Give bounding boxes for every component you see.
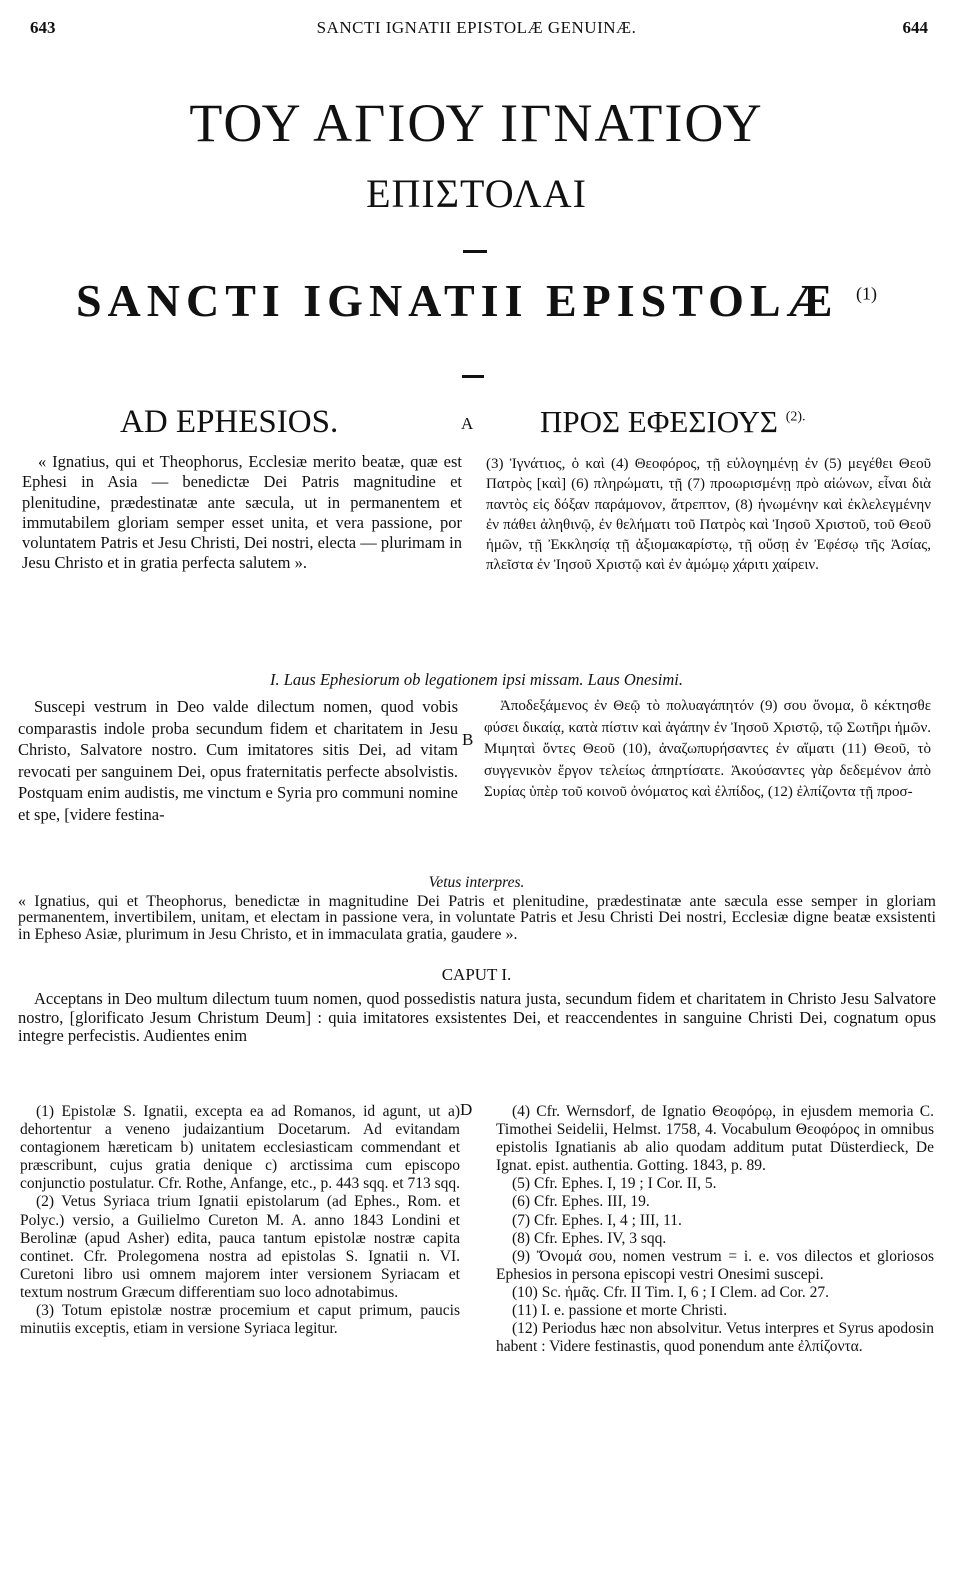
- footnote: (2) Vetus Syriaca trium Ignatii epistolarum (ad Ephes., Rom. et Polyc.) versio, a Guilielmo Cureton M. A. anno 1843 Londini et Berolinæ (apud Asher) edita, pauca tantum epistolæ nostræ capita continet. Cfr. Prolegomena nostra ad epistolas S. Ignatii n. VI. Curetoni libro usi omnem majorem inter versionem Syriacam et textum nostrum Græcum differentiam suo loco adnotabimus.: [20, 1193, 460, 1301]
- subtitle-greek: ΕΠΙΣΤΟΛΑΙ: [366, 171, 587, 216]
- footnote: (1) Epistolæ S. Ignatii, excepta ea ad Romanos, id agunt, ut a) dehortentur a veneno judaizantium Docetarum. Ad evitandam contagionem hæreticam b) unitatem ecclesiasticam commendant et præscribunt, cujus gratia denique c) arctissima cum episcopo conjunctio postulatur. Cfr. Rothe, Anfange, etc., p. 443 sqq. et 713 sqq.: [20, 1103, 460, 1193]
- footnote: (12) Periodus hæc non absolvitur. Vetus interpres et Syrus apodosin habent : Videre festinastis, quod ponendum ante ἐλπίζοντα.: [496, 1320, 934, 1356]
- margin-letter-b: B: [462, 730, 474, 749]
- divider-rule-2: [462, 375, 484, 378]
- running-head: [0, 18, 953, 42]
- greek-intro: [486, 454, 931, 576]
- heading-latin: AD EPHESIOS.: [120, 404, 339, 440]
- caput-text-body: Acceptans in Deo multum dilectum tuum nomen, quod possedistis natura justa, secundum fidem et charitatem in Christo Jesu Salvatore nostro, [glorificato Jesum Christum Deum] : quia imitatores exsistentes Dei, et reaccendentes in sanguine Christi Dei, cognatum opus integre perfecistis. Audientes enim: [18, 989, 936, 1045]
- title-greek: ΤΟΥ ΑΓΙΟΥ ΙΓΝΑΤΙΟΥ: [189, 93, 764, 153]
- page-number-left: 643: [30, 18, 56, 37]
- greek-chapter-1: [484, 696, 931, 804]
- footnote: (5) Cfr. Ephes. I, 19 ; I Cor. II, 5.: [512, 1175, 717, 1193]
- caput-heading: CAPUT I.: [441, 965, 512, 984]
- running-title: SANCTI IGNATII EPISTOLÆ GENUINÆ.: [316, 18, 637, 37]
- heading-greek-note: (2).: [785, 409, 806, 425]
- footnote: (7) Cfr. Ephes. I, 4 ; III, 11.: [512, 1211, 682, 1229]
- footnote: (4) Cfr. Wernsdorf, de Ignatio Θεοφόρῳ, in ejusdem memoria C. Timothei Seidelii, Helmst. 1758, 4. Vocabulum Θεοφόρος in omnibus epistolis Ignatianis ab alio quodam additum putat Düsterdieck, De Ignat. epist. authentia. Gotting. 1843, p. 89.: [496, 1103, 934, 1175]
- title-latin-note: (1): [856, 283, 878, 304]
- footnotes-right: [496, 1103, 934, 1356]
- vetus-heading: Vetus interpres.: [428, 874, 525, 891]
- divider-rule: [463, 250, 487, 253]
- title-latin: [0, 274, 953, 327]
- footnote: (3) Totum epistolæ nostræ procemium et caput primum, paucis minutiis exceptis, etiam in versione Syriaca legitur.: [20, 1302, 460, 1338]
- greek-chapter-1-text: Ἀποδεξάμενος ἐν Θεῷ τὸ πολυαγάπητόν (9) σου ὄνομα, ὃ κέκτησθε φύσει δικαίᾳ, κατὰ πίστιν καὶ ἀγάπην ἐν Ἰησοῦ Χριστῷ, τῷ Σωτῆρι ἡμῶν. Μιμηταὶ ὄντες Θεοῦ (10), ἀναζωπυρήσαντες ἐν αἵματι (11) Θεοῦ, τὸ συγγενικὸν ἔργον τελείως ἀπηρτίσατε. Ἀκούσαντες γὰρ δεδεμένον ἀπὸ Συρίας ὑπὲρ τοῦ κοινοῦ ὀνόματος καὶ ἐλπίδος, (12) ἐλπίζοντα τῇ προσ-: [484, 698, 931, 801]
- footnote: (9) Ὄνομά σου, nomen vestrum = i. e. vos dilectos et gloriosos Ephesios in persona episcopi vestri Onesimi suscepi.: [496, 1247, 934, 1283]
- greek-intro-text: (3) Ἰγνάτιος, ὁ καὶ (4) Θεοφόρος, τῇ εὐλογημένῃ ἐν (5) μεγέθει Θεοῦ Πατρὸς [καὶ] (6) πληρώματι, τῇ (7) προωρισμένῃ πρὸ αἰώνων, εἶναι διὰ παντὸς εἰς δόξαν παράμονον, ἄτρεπτον, (8) ἡνωμένην καὶ ἐκλελεγμένην ἐν πάθει ἀληθινῷ, ἐν θελήματι τοῦ Πατρὸς καὶ Ἰησοῦ Χριστοῦ, τοῦ Θεοῦ ἡμῶν, τῇ Ἐκκλησίᾳ τῇ ἀξιομακαρίστῳ, τῇ οὔσῃ ἐν Ἐφέσῳ τῆς Ἀσίας, πλεῖστα ἐν Ἰησοῦ Χριστῷ καὶ ἐν ἀμώμῳ χάριτι χαίρειν.: [486, 456, 931, 574]
- footnote: (11) I. e. passione et morte Christi.: [512, 1302, 728, 1320]
- margin-letter-a: A: [461, 414, 474, 433]
- page-number-right: 644: [902, 18, 928, 37]
- vetus-text: « Ignatius, qui et Theophorus, benedictæ in magnitudine Dei Patris et plenitudine, prædestinatæ ante sæcula esse semper in gloriam permanentem, invertibilem, unitam, et electam in passione vera, in voluntate Patris et Jesu Christi Dei nostri, Ecclesiæ digne beatæ exsistenti in Epheso Asiæ, plurimum in Jesu Christo, et in immaculata gratia, gaudere ».: [18, 893, 936, 943]
- latin-chapter-1: [18, 696, 458, 826]
- caput-text: [18, 990, 936, 1046]
- section-heading: I. Laus Ephesiorum ob legationem ipsi missam. Laus Onesimi.: [270, 670, 683, 689]
- heading-greek: [540, 404, 806, 440]
- footnote: (8) Cfr. Ephes. IV, 3 sqq.: [512, 1229, 667, 1247]
- title-latin-text: SANCTI IGNATII EPISTOLÆ: [75, 275, 839, 326]
- latin-chapter-1-text: Suscepi vestrum in Deo valde dilectum nomen, quod vobis comparastis indole proba secundum fidem et charitatem in Jesu Christo, Salvatore nostro. Cum imitatores sitis Dei, ad vitam revocati per sanguinem Dei, opus fraternitatis perfecte absolvistis. Postquam enim audistis, me vinctum e Syria pro communi nomine et spe, [videre festina-: [18, 697, 458, 824]
- footnotes-left: [20, 1103, 460, 1338]
- footnote: (10) Sc. ἡμᾶς. Cfr. II Tim. I, 6 ; I Clem. ad Cor. 27.: [512, 1283, 829, 1301]
- latin-intro-text: « Ignatius, qui et Theophorus, Ecclesiæ merito beatæ, quæ est Ephesi in Asia — benedictæ Dei Patris magnitudine et plenitudine, prædestinatæ ante sæcula, ut in permanentem et immutabilem gloriam semper esset unita, et vera passione, por voluntatem Patris et Jesu Christi, Dei nostri, electa — plurimam in Jesu Christo et in gratia perfecta salutem ».: [22, 452, 462, 573]
- footnote: (6) Cfr. Ephes. III, 19.: [512, 1193, 650, 1211]
- heading-greek-text: ΠΡΟΣ ΕΦΕΣΙΟΥΣ: [540, 404, 778, 439]
- margin-letter-d: D: [460, 1100, 473, 1119]
- latin-intro: [22, 452, 462, 574]
